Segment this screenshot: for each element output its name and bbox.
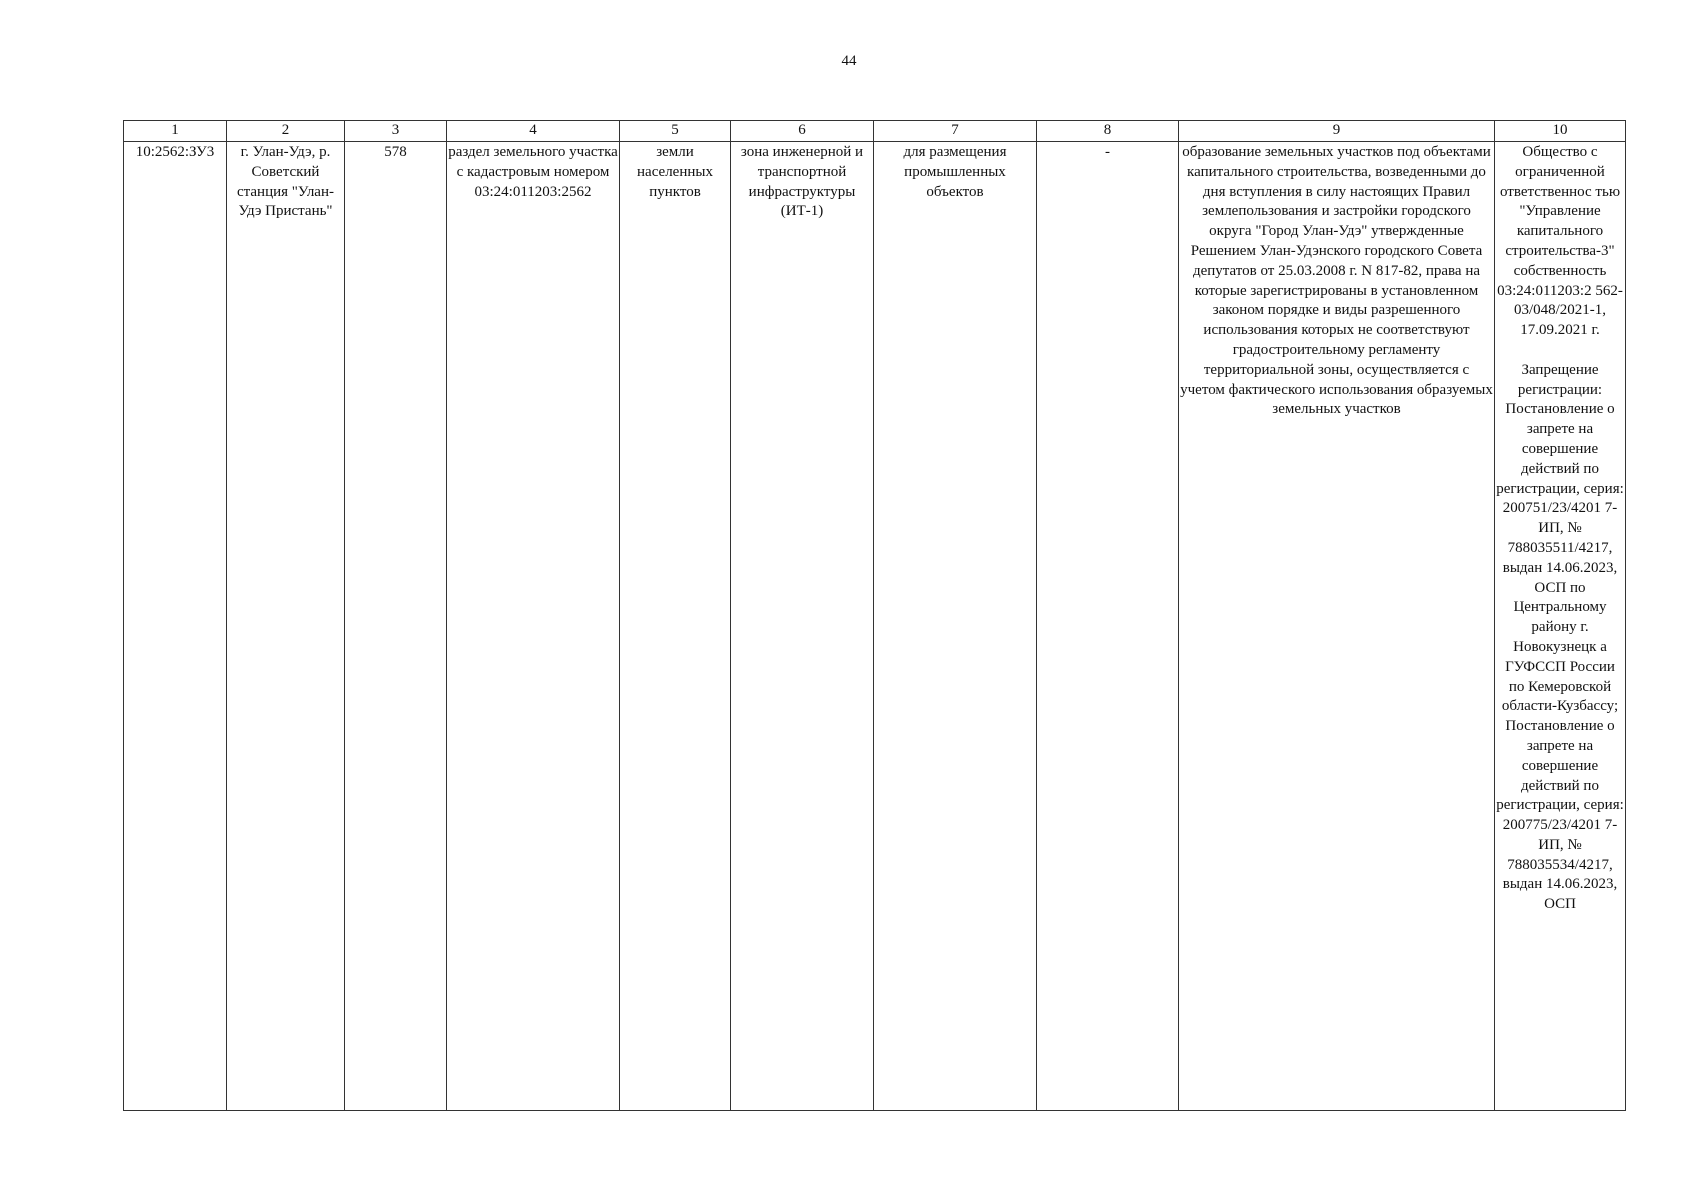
cell-column-8: -	[1037, 142, 1179, 1111]
cell-area: 578	[345, 142, 447, 1111]
cell-plot-number: 10:2562:ЗУ3	[124, 142, 227, 1111]
cell-formation-method: раздел земельного участка с кадастровым номером 03:24:011203:2562	[447, 142, 620, 1111]
column-header-7: 7	[874, 121, 1037, 142]
column-header-2: 2	[227, 121, 345, 142]
page-number: 44	[841, 53, 857, 69]
column-header-10: 10	[1495, 121, 1626, 142]
cell-land-category: земли населенных пунктов	[620, 142, 731, 1111]
column-header-1: 1	[124, 121, 227, 142]
column-header-8: 8	[1037, 121, 1179, 142]
cell-territorial-zone: зона инженерной и транспортной инфраструктуры (ИТ-1)	[731, 142, 874, 1111]
land-plots-table	[123, 120, 1626, 1111]
cell-rights-holder: Общество с ограниченной ответственнос тью "Управление капитального строительства-3" собственность 03:24:011203:2 562-03/048/2021-1, 17.09.2021 г. Запрещение регистрации: Постановление о запрете на совершение действий по регистрации, серия: 200751/23/4201 7- ИП, № 788035511/4217, выдан 14.06.2023, ОСП по Центральному району г. Новокузнецк а ГУФССП России по Кемеровской области-Кузбассу; Постановление о запрете на совершение действий по регистрации, серия: 200775/23/4201 7- ИП, № 788035534/4217, выдан 14.06.2023, ОСП	[1495, 142, 1626, 1111]
column-header-4: 4	[447, 121, 620, 142]
cell-permitted-use: для размещения промышленных объектов	[874, 142, 1037, 1111]
cell-location: г. Улан-Удэ, р. Советский станция "Улан-Удэ Пристань"	[227, 142, 345, 1111]
column-header-5: 5	[620, 121, 731, 142]
column-header-6: 6	[731, 121, 874, 142]
cell-justification: образование земельных участков под объектами капитального строительства, возведенными до дня вступления в силу настоящих Правил землепользования и застройки городского округа "Город Улан-Удэ" утвержденные Решением Улан-Удэнского городского Совета депутатов от 25.03.2008 г. N 817-82, права на которые зарегистрированы в установленном законом порядке и виды разрешенного использования которых не соответствуют градостроительному регламенту территориальной зоны, осуществляется с учетом фактического использования образуемых земельных участков	[1179, 142, 1495, 1111]
table-header-row	[124, 121, 1626, 142]
table-row	[124, 142, 1626, 1111]
column-header-9: 9	[1179, 121, 1495, 142]
column-header-3: 3	[345, 121, 447, 142]
